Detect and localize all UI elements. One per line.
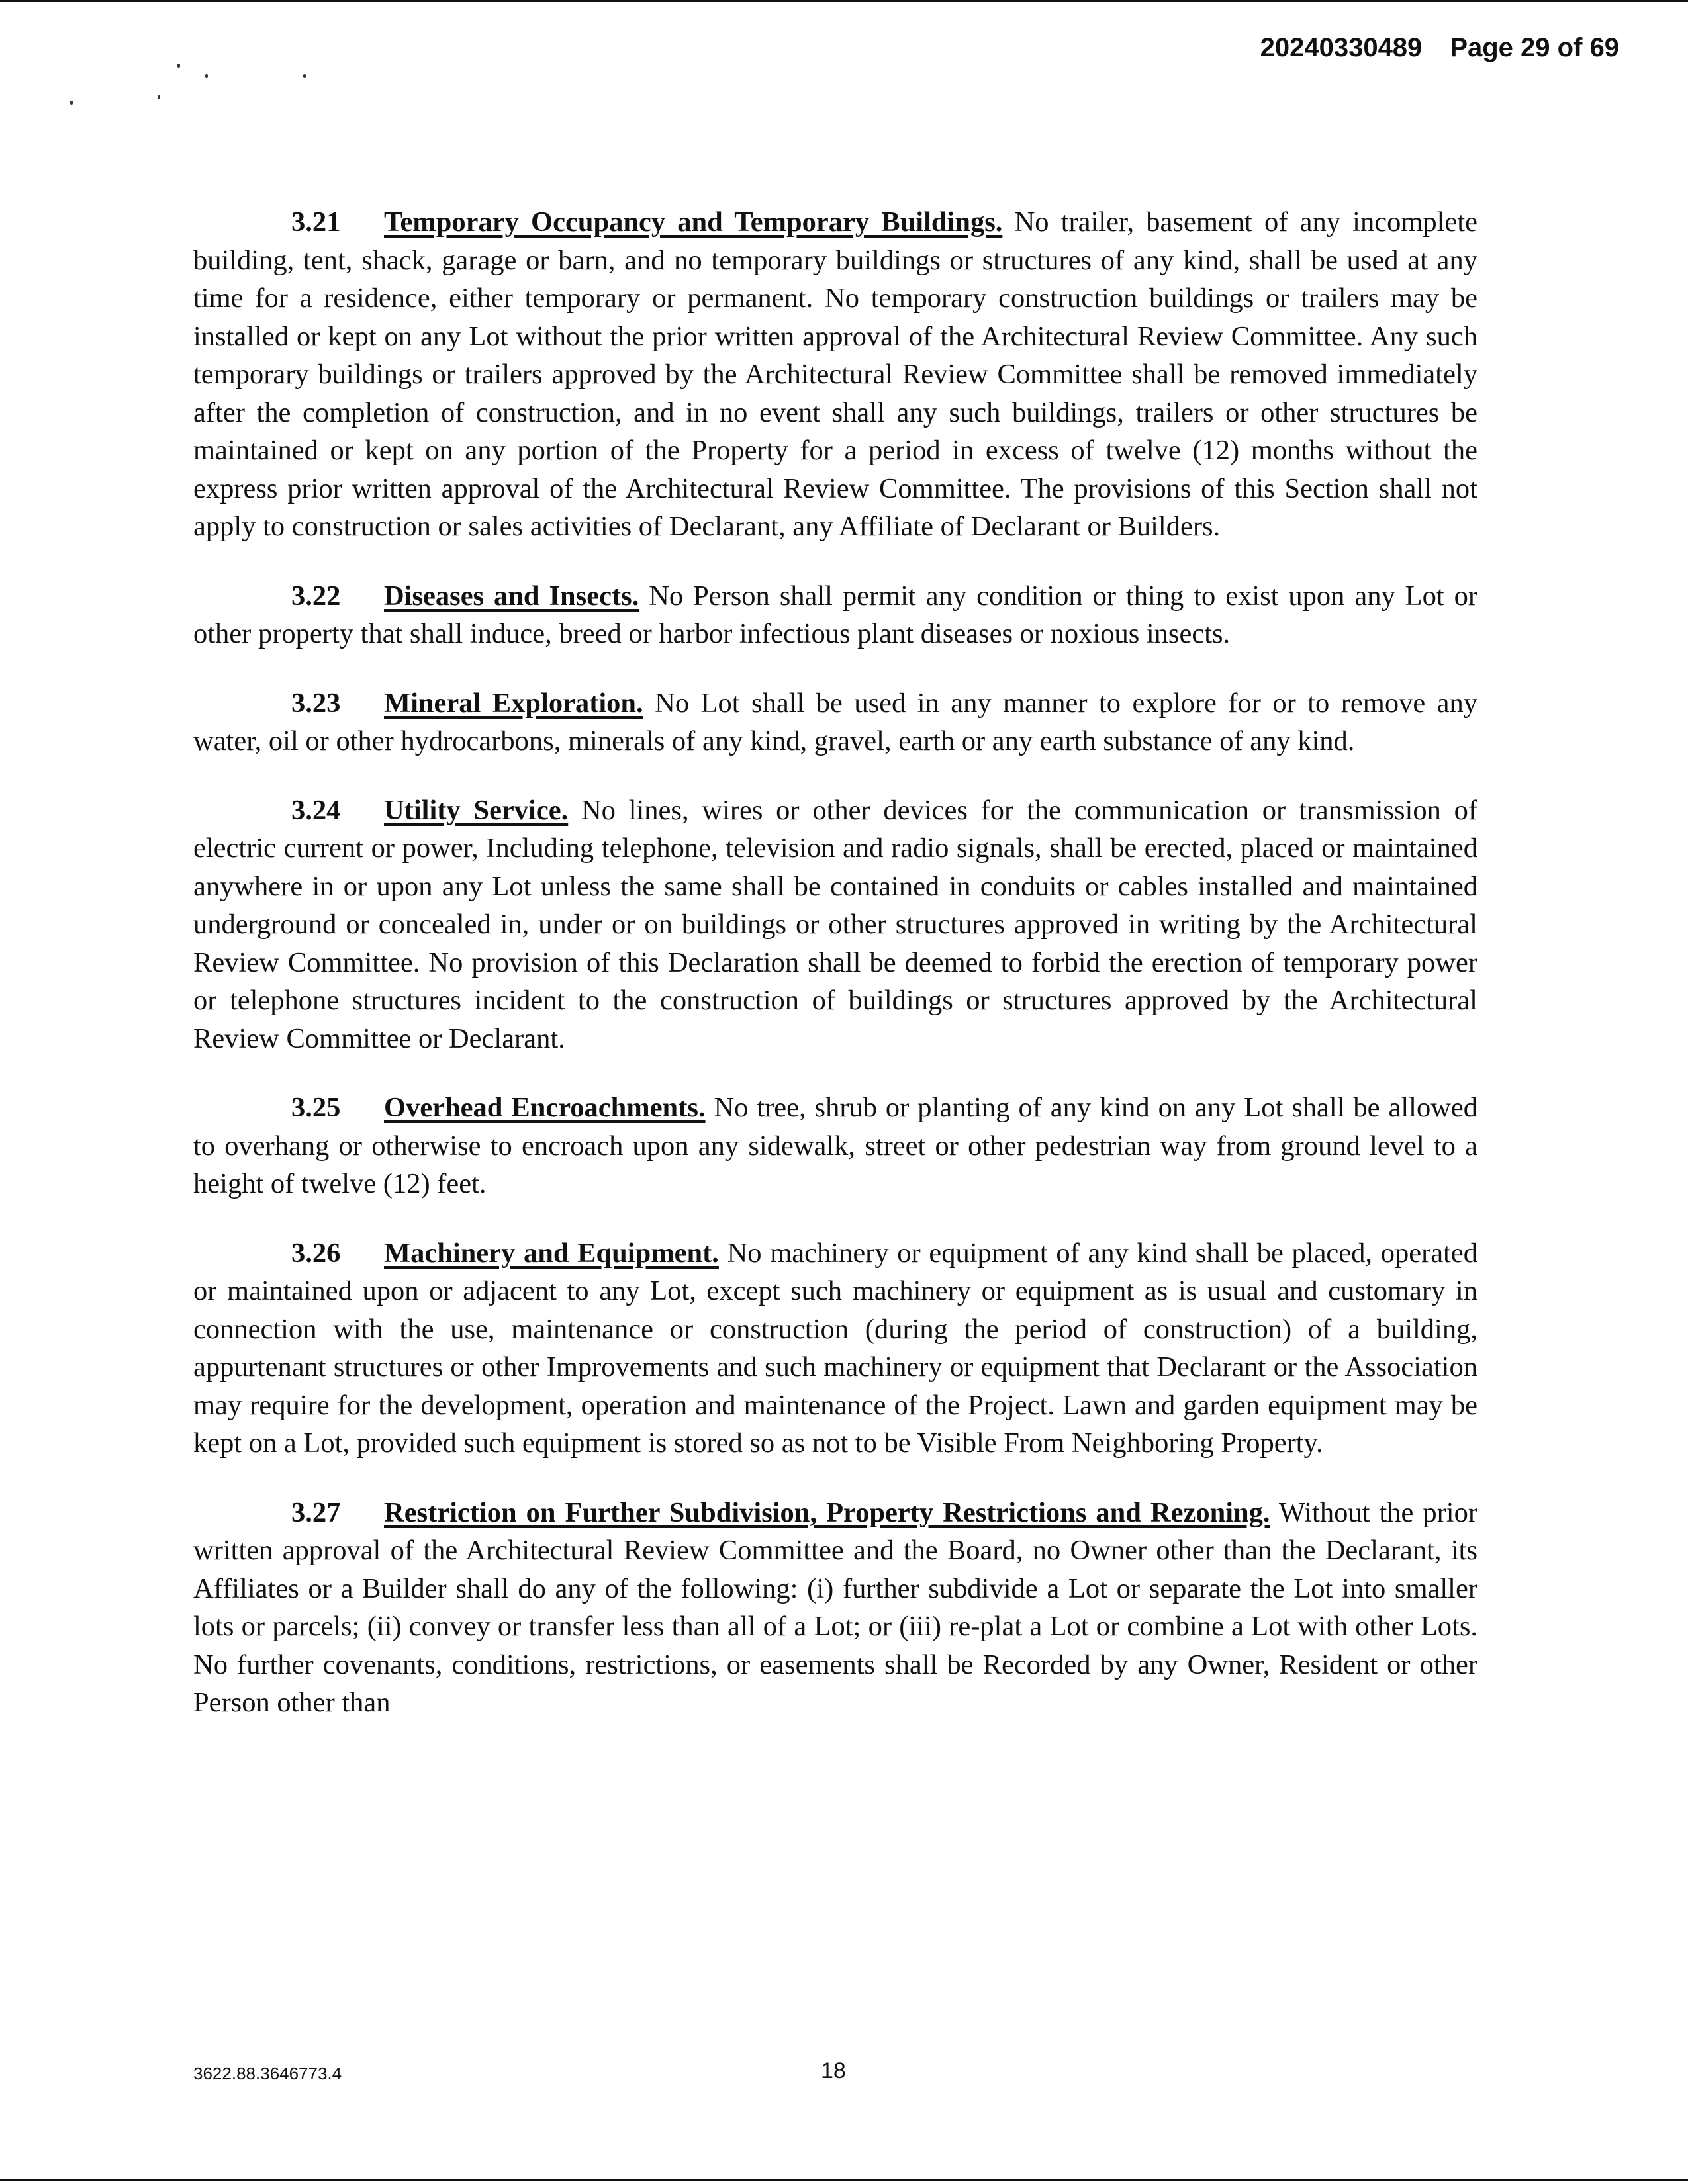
scan-speck: [303, 74, 306, 78]
section-number: 3.22: [291, 580, 341, 612]
section-3-22: [193, 577, 1477, 653]
section-text: No machinery or equipment of any kind shall be placed, operated or maintained upon or adjacent to any Lot, except such machinery or equipment as is usual and customary in connection with the use, maintenance or construction (during the period of construction) of a building, appurtenant structures or other Improvements and such machinery or equipment that Declarant or the Association may require for the development, operation and maintenance of the Project. Lawn and garden equipment may be kept on a Lot, provided such equipment is stored so as not to be Visible From Neighboring Property.: [193, 1237, 1478, 1459]
document-body: [193, 203, 1477, 1753]
section-number: 3.21: [291, 206, 341, 238]
section-3-25: [193, 1089, 1477, 1203]
section-text: Without the prior written approval of the Architectural Review Committee and the Board, no Owner other than the Declarant, its Affiliates or a Builder shall do any of the following: (i) further subdivide a Lot or separate the Lot into smaller lots or parcels; (ii) convey or transfer less than all of a Lot; or (iii) re-plat a Lot or combine a Lot with other Lots. No further covenants, conditions, restrictions, or easements shall be Recorded by any Owner, Resident or other Person other than: [193, 1496, 1477, 1718]
scan-speck: [205, 74, 208, 78]
page-label: Page 29 of 69: [1450, 33, 1619, 62]
section-text: No Person shall permit any condition or thing to exist upon any Lot or other property that shall induce, breed or harbor infectious plant diseases or noxious insects.: [193, 580, 1478, 649]
scan-speck: [158, 95, 160, 99]
section-3-26: [193, 1234, 1477, 1463]
section-text: No lines, wires or other devices for the communication or transmission of electric current or power, Including telephone, television and radio signals, shall be erected, placed or maintained anywhere in or upon any Lot unless the same shall be contained in conduits or cables installed and maintained underground or concealed in, under or on buildings or other structures approved in writing by the Architectural Review Committee. No provision of this Declaration shall be deemed to forbid the erection of temporary power or telephone structures incident to the construction of buildings or structures approved by the Architectural Review Committee or Declarant.: [193, 794, 1477, 1054]
document-number: 20240330489: [1260, 33, 1423, 62]
section-3-23: [193, 684, 1477, 760]
scan-speck: [177, 64, 180, 68]
bottom-scan-edge: [0, 2179, 1688, 2181]
section-heading: Temporary Occupancy and Temporary Buildings.: [384, 206, 1003, 238]
section-number: 3.25: [291, 1092, 341, 1123]
section-number: 3.26: [291, 1237, 341, 1269]
section-number: 3.27: [291, 1496, 341, 1528]
section-3-24: [193, 792, 1477, 1058]
section-heading: Mineral Exploration.: [384, 687, 643, 719]
section-heading: Diseases and Insects.: [384, 580, 639, 612]
footer-page-number: 18: [821, 2058, 846, 2083]
section-heading: Machinery and Equipment.: [384, 1237, 719, 1269]
section-text: No Lot shall be used in any manner to explore for or to remove any water, oil or other hydrocarbons, minerals of any kind, gravel, earth or any earth substance of any kind.: [193, 687, 1477, 756]
section-text: No tree, shrub or planting of any kind on any Lot shall be allowed to overhang or otherwise to encroach upon any sidewalk, street or other pedestrian way from ground level to a height of twelve (12) feet.: [193, 1092, 1478, 1199]
footer-document-id: 3622.88.3646773.4: [193, 2064, 342, 2083]
recording-header: [1260, 33, 1619, 63]
section-3-21: [193, 203, 1477, 546]
section-heading: Restriction on Further Subdivision, Property Restrictions and Rezoning.: [384, 1496, 1270, 1528]
section-number: 3.24: [291, 794, 341, 826]
section-heading: Utility Service.: [384, 794, 569, 826]
section-heading: Overhead Encroachments.: [384, 1092, 706, 1123]
top-scan-edge: [0, 0, 1688, 2]
section-3-27: [193, 1494, 1477, 1722]
section-text: No trailer, basement of any incomplete building, tent, shack, garage or barn, and no temporary buildings or structures of any kind, shall be used at any time for a residence, either temporary or permanent. No temporary construction buildings or trailers may be installed or kept on any Lot without the prior written approval of the Architectural Review Committee. Any such temporary buildings or trailers approved by the Architectural Review Committee shall be removed immediately after the completion of construction, and in no event shall any such buildings, trailers or other structures be maintained or kept on any portion of the Property for a period in excess of twelve (12) months without the express prior written approval of the Architectural Review Committee. The provisions of this Section shall not apply to construction or sales activities of Declarant, any Affiliate of Declarant or Builders.: [193, 206, 1477, 542]
scan-specks: [46, 60, 324, 119]
section-number: 3.23: [291, 687, 341, 719]
scan-speck: [70, 101, 73, 105]
